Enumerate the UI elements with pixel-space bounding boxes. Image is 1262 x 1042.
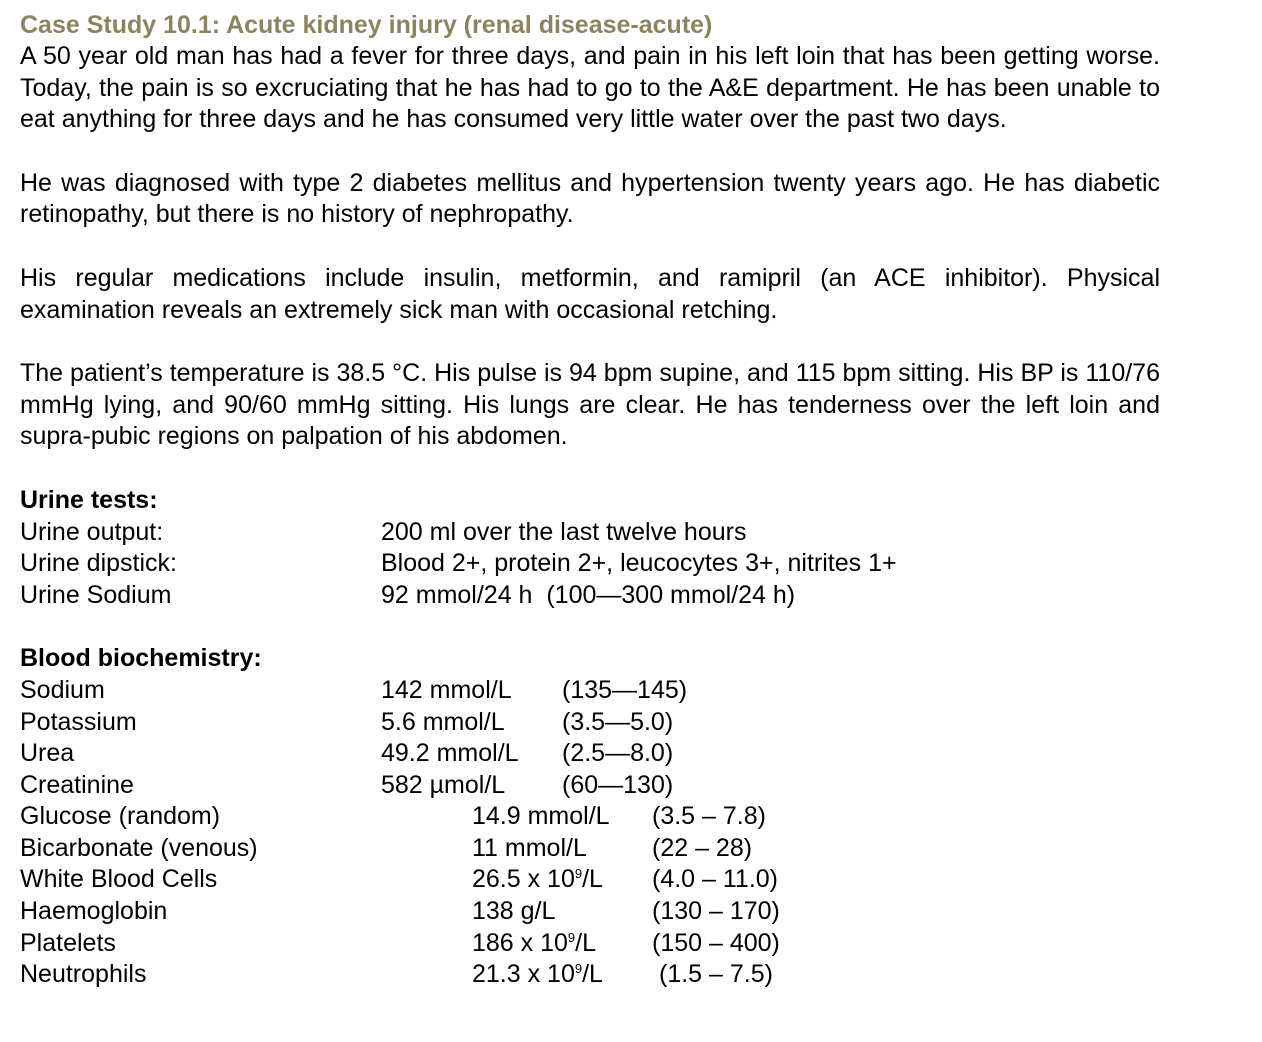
row-value: 200 ml over the last twelve hours: [381, 517, 747, 546]
medications-paragraph: His regular medications include insulin, metformin, and ramipril (an ACE inhibitor). Physical examination reveals an extremely sick man with occasional retching.: [20, 263, 1160, 324]
case-study-title: Case Study 10.1: Acute kidney injury (renal disease-acute): [20, 11, 713, 39]
row-reference-range: (4.0 – 11.0): [652, 865, 779, 894]
row-value: Blood 2+, protein 2+, leucocytes 3+, nitrites 1+: [381, 549, 897, 578]
row-reference-range: (3.5 – 7.8): [652, 802, 766, 831]
row-reference-range: (1.5 – 7.5): [659, 960, 773, 989]
row-value: 5.6 mmol/L: [381, 707, 505, 736]
urine-output-row: [20, 517, 1160, 549]
row-label: Creatinine: [20, 770, 134, 799]
row-label: Platelets: [20, 928, 116, 957]
history-paragraph-1: A 50 year old man has had a fever for three days, and pain in his left loin that has been getting worse. Today, the pain is so excruciating that he has had to go to the A&E department. He has been unable to eat anything for three days and he has consumed very little water over the past two days.: [20, 42, 1160, 134]
urine-tests-section: [20, 485, 1160, 611]
haemoglobin-row: [20, 896, 1160, 928]
row-value: 21.3 x $10^9/L$: [472, 960, 603, 989]
row-reference-range: (3.5—5.0): [562, 707, 674, 736]
neutrophils-row: [20, 959, 1160, 991]
row-value: 26.5 x $10^9/L$: [472, 865, 603, 894]
blood-biochemistry-section: [20, 643, 1160, 991]
row-value: 49.2 mmol/L: [381, 739, 519, 768]
row-value: 14.9 mmol/L: [472, 802, 610, 831]
creatinine-row: [20, 770, 1160, 802]
examination-paragraph: The patient’s temperature is 38.5 °C. His pulse is 94 bpm supine, and 115 bpm sitting. His BP is 110/76 mmHg lying, and 90/60 mmHg sitting. His lungs are clear. He has tenderness over the left loin and supra-pubic regions on palpation of his abdomen.: [20, 359, 1160, 451]
case-study-document: [20, 10, 1160, 991]
row-reference-range: (2.5—8.0): [562, 739, 674, 768]
sodium-row: [20, 675, 1160, 707]
row-label: Urine dipstick:: [20, 549, 177, 578]
row-label: White Blood Cells: [20, 865, 218, 894]
row-value: 138 g/L: [472, 897, 556, 926]
platelets-row: [20, 928, 1160, 960]
row-label: Bicarbonate (venous): [20, 833, 258, 862]
row-reference-range: (130 – 170): [652, 897, 780, 926]
row-label: Urea: [20, 739, 75, 768]
urea-row: [20, 738, 1160, 770]
row-label: Neutrophils: [20, 960, 147, 989]
row-reference-range: (60—130): [562, 770, 674, 799]
blood-biochemistry-heading: Blood biochemistry:: [20, 644, 262, 673]
row-reference-range: (135—145): [562, 675, 688, 704]
row-label: Glucose (random): [20, 802, 221, 831]
row-label: Potassium: [20, 707, 137, 736]
row-value: 142 mmol/L: [381, 675, 512, 704]
row-value: 92 mmol/24 h (100—300 mmol/24 h): [381, 580, 796, 609]
urine-dipstick-row: [20, 548, 1160, 580]
row-value: 186 x $10^9/L$: [472, 928, 597, 957]
row-reference-range: (150 – 400): [652, 928, 780, 957]
row-label: Urine Sodium: [20, 580, 172, 609]
glucose-row: [20, 801, 1160, 833]
row-value: 11 mmol/L: [472, 833, 587, 862]
row-value: 582 µmol/L: [381, 770, 506, 799]
history-paragraph-2: He was diagnosed with type 2 diabetes mellitus and hypertension twenty years ago. He has diabetic retinopathy, but there is no history of nephropathy.: [20, 168, 1160, 229]
urine-sodium-row: [20, 580, 1160, 612]
row-label: Sodium: [20, 675, 105, 704]
row-reference-range: (22 – 28): [652, 833, 753, 862]
row-label: Urine output:: [20, 517, 164, 546]
potassium-row: [20, 707, 1160, 739]
bicarbonate-row: [20, 833, 1160, 865]
white-blood-cells-row: [20, 864, 1160, 896]
urine-tests-heading: Urine tests:: [20, 485, 158, 514]
row-label: Haemoglobin: [20, 897, 168, 926]
